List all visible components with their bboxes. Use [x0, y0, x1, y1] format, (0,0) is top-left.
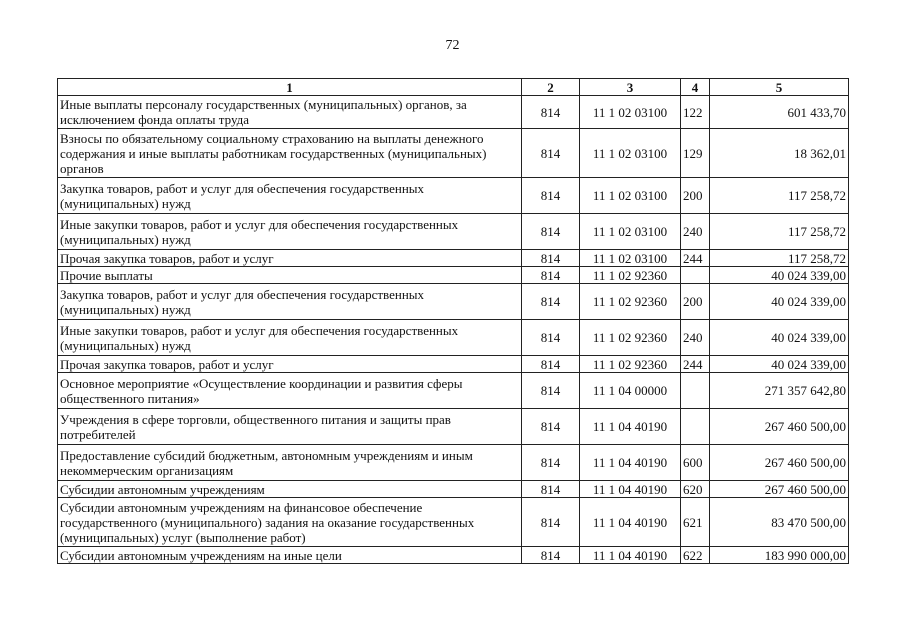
- budget-table: [57, 78, 849, 564]
- table-row: [58, 267, 849, 284]
- row-ved: 814: [522, 356, 580, 373]
- row-csr: 11 1 04 00000: [580, 373, 681, 409]
- row-csr: 11 1 02 92360: [580, 267, 681, 284]
- table-row: [58, 547, 849, 564]
- row-vr: 621: [681, 498, 710, 547]
- row-vr: 600: [681, 445, 710, 481]
- page-number: 72: [445, 38, 460, 53]
- row-csr: 11 1 02 03100: [580, 214, 681, 250]
- table-row: [58, 409, 849, 445]
- row-csr: 11 1 02 92360: [580, 284, 681, 320]
- row-sum: 40 024 339,00: [710, 267, 849, 284]
- table-row: [58, 320, 849, 356]
- table-row: [58, 250, 849, 267]
- row-sum: 267 460 500,00: [710, 481, 849, 498]
- row-ved: 814: [522, 96, 580, 129]
- row-csr: 11 1 02 92360: [580, 356, 681, 373]
- header-sum: 5: [710, 79, 849, 96]
- header-ved: 2: [522, 79, 580, 96]
- table-row: [58, 284, 849, 320]
- row-vr: 620: [681, 481, 710, 498]
- row-vr: 240: [681, 214, 710, 250]
- row-vr: 244: [681, 356, 710, 373]
- row-sum: 117 258,72: [710, 214, 849, 250]
- row-csr: 11 1 02 92360: [580, 320, 681, 356]
- row-sum: 267 460 500,00: [710, 409, 849, 445]
- row-ved: 814: [522, 409, 580, 445]
- row-csr: 11 1 04 40190: [580, 547, 681, 564]
- row-ved: 814: [522, 250, 580, 267]
- row-name: Прочая закупка товаров, работ и услуг: [58, 250, 522, 267]
- row-csr: 11 1 02 03100: [580, 178, 681, 214]
- row-sum: 271 357 642,80: [710, 373, 849, 409]
- table-row: [58, 481, 849, 498]
- table-header-row: [58, 79, 849, 96]
- row-vr: 244: [681, 250, 710, 267]
- row-ved: 814: [522, 284, 580, 320]
- row-vr: 129: [681, 129, 710, 178]
- row-name: Учреждения в сфере торговли, общественного питания и защиты прав потребителей: [58, 409, 522, 445]
- row-ved: 814: [522, 498, 580, 547]
- row-vr: [681, 409, 710, 445]
- row-name: Прочая закупка товаров, работ и услуг: [58, 356, 522, 373]
- row-name: Субсидии автономным учреждениям на иные цели: [58, 547, 522, 564]
- row-name: Субсидии автономным учреждениям на финансовое обеспечение государственного (муниципального) задания на оказание государственных (муниципальных) услуг (выполнение работ): [58, 498, 522, 547]
- row-sum: 601 433,70: [710, 96, 849, 129]
- table-row: [58, 178, 849, 214]
- row-vr: 200: [681, 178, 710, 214]
- table-row: [58, 373, 849, 409]
- row-sum: 83 470 500,00: [710, 498, 849, 547]
- row-csr: 11 1 04 40190: [580, 481, 681, 498]
- row-name: Иные закупки товаров, работ и услуг для обеспечения государственных (муниципальных) нужд: [58, 214, 522, 250]
- row-vr: 122: [681, 96, 710, 129]
- row-name: Прочие выплаты: [58, 267, 522, 284]
- header-csr: 3: [580, 79, 681, 96]
- row-ved: 814: [522, 320, 580, 356]
- row-ved: 814: [522, 267, 580, 284]
- row-sum: 18 362,01: [710, 129, 849, 178]
- row-name: Взносы по обязательному социальному страхованию на выплаты денежного содержания и иные выплаты работникам государственных (муниципальных) органов: [58, 129, 522, 178]
- table-row: [58, 96, 849, 129]
- row-ved: 814: [522, 481, 580, 498]
- table-row: [58, 129, 849, 178]
- row-csr: 11 1 02 03100: [580, 129, 681, 178]
- row-name: Субсидии автономным учреждениям: [58, 481, 522, 498]
- row-vr: 200: [681, 284, 710, 320]
- row-name: Основное мероприятие «Осуществление координации и развития сферы общественного питания»: [58, 373, 522, 409]
- row-csr: 11 1 04 40190: [580, 498, 681, 547]
- row-name: Закупка товаров, работ и услуг для обеспечения государственных (муниципальных) нужд: [58, 284, 522, 320]
- row-sum: 117 258,72: [710, 178, 849, 214]
- row-ved: 814: [522, 373, 580, 409]
- row-sum: 40 024 339,00: [710, 356, 849, 373]
- header-vr: 4: [681, 79, 710, 96]
- row-sum: 183 990 000,00: [710, 547, 849, 564]
- row-ved: 814: [522, 129, 580, 178]
- row-vr: 622: [681, 547, 710, 564]
- row-name: Иные закупки товаров, работ и услуг для обеспечения государственных (муниципальных) нужд: [58, 320, 522, 356]
- table-row: [58, 356, 849, 373]
- row-vr: [681, 373, 710, 409]
- row-sum: 117 258,72: [710, 250, 849, 267]
- row-ved: 814: [522, 445, 580, 481]
- table-row: [58, 498, 849, 547]
- row-csr: 11 1 04 40190: [580, 409, 681, 445]
- row-vr: 240: [681, 320, 710, 356]
- row-sum: 40 024 339,00: [710, 284, 849, 320]
- row-sum: 267 460 500,00: [710, 445, 849, 481]
- row-csr: 11 1 02 03100: [580, 96, 681, 129]
- row-name: Иные выплаты персоналу государственных (муниципальных) органов, за исключением фонда оплаты труда: [58, 96, 522, 129]
- row-ved: 814: [522, 547, 580, 564]
- table-row: [58, 445, 849, 481]
- row-ved: 814: [522, 178, 580, 214]
- row-sum: 40 024 339,00: [710, 320, 849, 356]
- header-name: 1: [58, 79, 522, 96]
- row-csr: 11 1 04 40190: [580, 445, 681, 481]
- row-ved: 814: [522, 214, 580, 250]
- row-name: Закупка товаров, работ и услуг для обеспечения государственных (муниципальных) нужд: [58, 178, 522, 214]
- row-csr: 11 1 02 03100: [580, 250, 681, 267]
- table-row: [58, 214, 849, 250]
- row-name: Предоставление субсидий бюджетным, автономным учреждениям и иным некоммерческим организациям: [58, 445, 522, 481]
- row-vr: [681, 267, 710, 284]
